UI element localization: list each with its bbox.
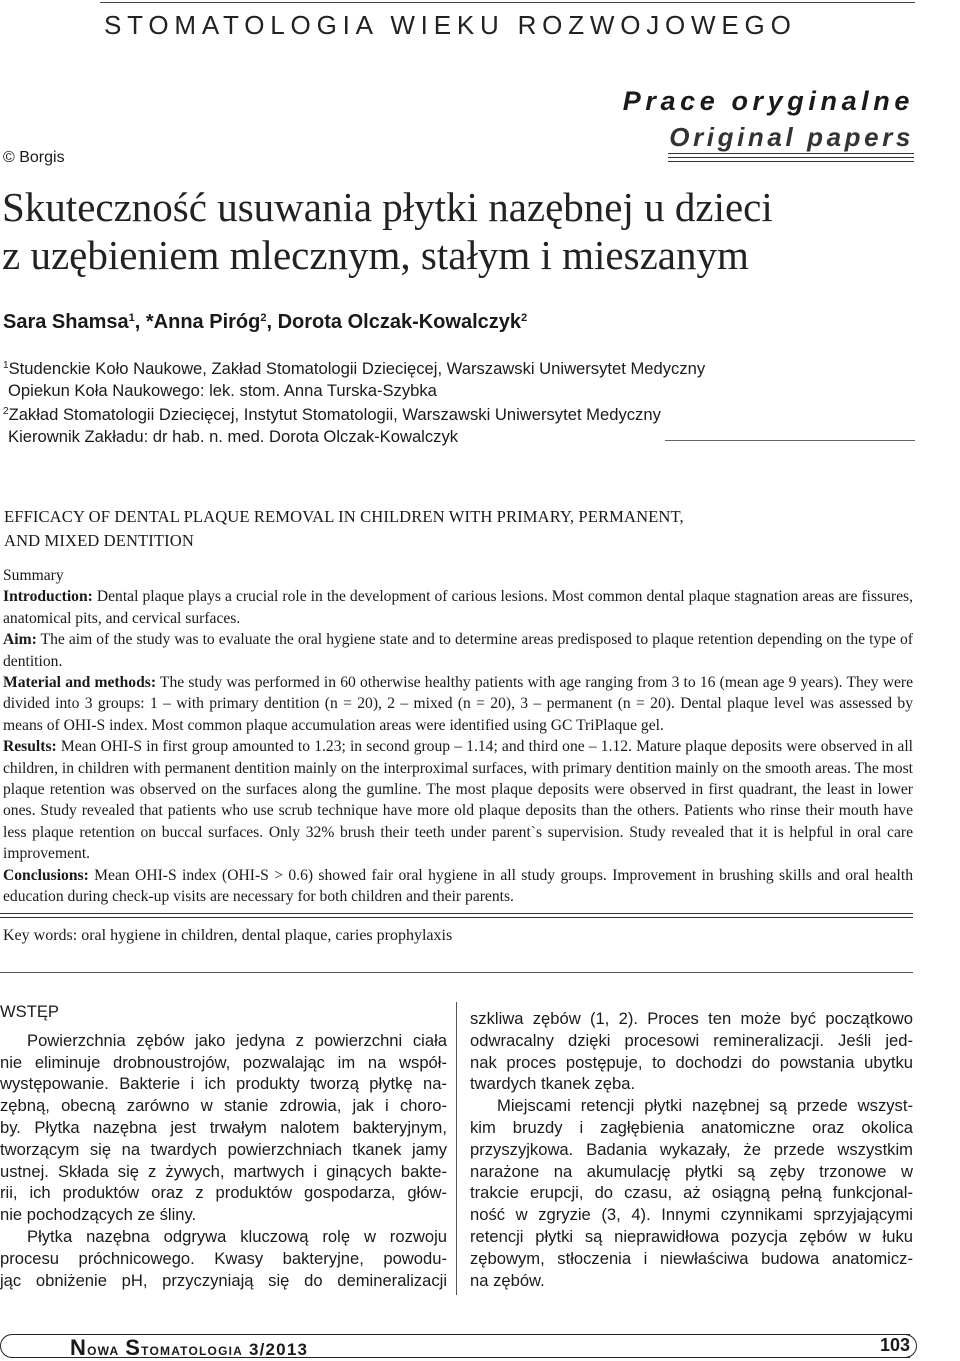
- keywords-rule: [0, 917, 913, 918]
- summary: [3, 565, 913, 908]
- body-text-line: trakcie erupcji, do czasu, aż osiągną pełną funkcjonal-: [470, 1183, 913, 1203]
- body-text-line: nak proces postępuje, to dochodzi do powstania ubytku: [470, 1052, 913, 1072]
- summary-methods: Material and methods: The study was performed in 60 otherwise healthy patients with age ranging from 3 to 16 (mean age 9 years). They were divided into 3 groups: 1 – with primary dentition (n = 20), 2 – mixed (n = 20), 3 – permanent (n = 20). Dental plaque level was assessed by means of OHI-S index. Most common plaque accumulation areas were identified using GC TriPlaque gel.: [3, 674, 913, 734]
- english-title-line: EFFICACY OF DENTAL PLAQUE REMOVAL IN CHILDREN WITH PRIMARY, PERMANENT,: [4, 507, 684, 526]
- author-affiliation-mark: 2: [521, 312, 528, 324]
- right-column-text: [470, 1008, 913, 1291]
- affiliation-line: $^2$Zakład Stomatologii Dziecięcej, Instytut Stomatologii, Warszawski Uniwersytet Medyczny: [3, 405, 661, 425]
- keywords: Key words: oral hygiene in children, dental plaque, caries prophylaxis: [3, 927, 453, 944]
- section-heading: WSTĘP: [0, 1002, 60, 1021]
- author-affiliation-mark: 1: [128, 312, 135, 324]
- english-title: [4, 505, 684, 553]
- body-text-line: Powierzchnia zębów jako jedyna z powierzchni ciała: [27, 1030, 447, 1050]
- body-text-line: Płytka nazębna odgrywa kluczową rolę w rozwoju: [27, 1226, 447, 1246]
- body-text-line: na zębów.: [470, 1270, 545, 1290]
- body-text-line: zębną, obecną zarówno w stanie zdrowia, jak i choro-: [0, 1096, 447, 1116]
- body-right-column: [470, 1008, 913, 1291]
- affiliations: [3, 355, 705, 447]
- section-rule: [668, 153, 914, 154]
- keywords-rule: [0, 913, 913, 914]
- body-text-line: przyszyjkowa. Badania wykazały, że przede wszystkim: [470, 1139, 913, 1159]
- author-name: *Anna Piróg: [145, 311, 261, 333]
- footer-bar: [0, 1334, 63, 1358]
- section-label-pl: Prace oryginalne: [622, 86, 914, 116]
- affiliation-mark: 1: [3, 360, 9, 371]
- author-affiliation-mark: 2: [260, 312, 267, 324]
- body-text-line: ustnej. Składa się z żywych, martwych i ginących bakte-: [0, 1161, 447, 1181]
- affiliation-rule: [665, 440, 915, 441]
- top-rule: [100, 2, 915, 3]
- summary-heading: Summary: [3, 567, 64, 584]
- footer-journal-name: Nowa Stomatologia 3/2013: [70, 1335, 309, 1360]
- body-left-column: [0, 1001, 447, 1291]
- summary-introduction: Introduction: Dental plaque plays a crucial role in the development of carious lesions. Most common dental plaque stagnation areas are fissures, anatomical pits, and cervical surfaces.: [3, 588, 913, 627]
- body-text-line: procesu próchnicowego. Kwasy bakteryjne, powodu-: [0, 1248, 447, 1268]
- body-text-line: szkliwa zębów (1, 2). Proces ten może być początkowo: [470, 1009, 913, 1028]
- body-text-line: tworzącym się na twardych powierzchniach tkanek jamy: [0, 1139, 447, 1159]
- column-divider: [456, 1002, 457, 1295]
- section-label-en: Original papers: [669, 122, 914, 152]
- author-separator: ,: [134, 311, 146, 333]
- summary-aim: Aim: The aim of the study was to evaluate the oral hygiene state and to determine areas predisposed to plaque retention depending on the type of dentition.: [3, 631, 913, 670]
- body-text-line: retencji płytki są nieprawidłowa pozycja zębów w łuku: [470, 1226, 913, 1246]
- body-text-line: narażone na akumulację płytki są zęby trzonowe w: [470, 1161, 913, 1181]
- article-title-line: Skuteczność usuwania płytki nazębnej u dzieci: [2, 184, 773, 230]
- author-name: Dorota Olczak-Kowalczyk: [277, 311, 522, 333]
- body-text-line: by. Płytka nazębna jest trwałym nalotem bakteryjnym,: [0, 1117, 447, 1137]
- body-text-line: kim bruzdy i zagłębienia anatomiczne oraz okolica: [470, 1117, 913, 1137]
- body-text-line: jąc obniżenie pH, przyczyniają się do demineralizacji: [0, 1270, 447, 1290]
- affiliation-mark: 2: [3, 406, 9, 418]
- affiliation-line: $^1$Studenckie Koło Naukowe, Zakład Stomatologii Dziecięcej, Warszawski Uniwersytet Medyczny: [3, 359, 706, 378]
- page-number: 103: [880, 1335, 911, 1355]
- body-text-line: twardych tkanek zęba.: [470, 1074, 636, 1094]
- affiliation-line: Kierownik Zakładu: dr hab. n. med. Dorota Olczak-Kowalczyk: [8, 426, 459, 446]
- affiliation-line: Opiekun Koła Naukowego: lek. stom. Anna Turska-Szybka: [8, 380, 437, 400]
- author-name: Sara Shamsa: [3, 311, 129, 333]
- body-text-line: zębowym, stłoczenia i niewłaściwa budowa anatomicz-: [470, 1248, 913, 1268]
- body-text-line: ność w zgryzie (3, 4). Innymi czynnikami sprzyjającymi: [470, 1205, 913, 1225]
- summary-conclusions: Conclusions: Mean OHI-S index (OHI-S > 0.6) showed fair oral hygiene in all study groups. Improvement in brushing skills and oral health education during check-up visits are necessary for both children and their parents.: [3, 866, 913, 906]
- body-text-line: Miejscami retencji płytki nazębnej są przede wszyst-: [497, 1096, 913, 1116]
- article-title: [2, 183, 773, 279]
- journal-title: STOMATOLOGIA WIEKU ROZWOJOWEGO: [104, 10, 797, 40]
- body-text-line: nie eliminuje drobnoustrojów, pozwalając im na współ-: [0, 1052, 447, 1072]
- keywords-rule: [0, 972, 913, 973]
- body-text-line: odwracalny dzięki procesowi remineralizacji. Jeśli jed-: [470, 1030, 913, 1050]
- body-text-line: występowanie. Bakterie i ich produkty tworzą płytkę na-: [0, 1074, 447, 1094]
- body-text-line: nie pochodzących ze śliny.: [0, 1205, 197, 1225]
- section-rule: [668, 161, 914, 162]
- copyright-notice: © Borgis: [3, 149, 65, 166]
- author-separator: ,: [266, 311, 278, 333]
- left-column-text: [0, 1030, 447, 1292]
- english-title-line: AND MIXED DENTITION: [4, 531, 194, 550]
- section-rule: [668, 157, 914, 158]
- body-text-line: rii, ich produktów oraz z produktów gospodarza, głów-: [0, 1183, 447, 1203]
- author-list: [3, 311, 527, 334]
- article-title-line: z uzębieniem mlecznym, stałym i mieszanym: [2, 232, 749, 278]
- summary-results: Results: Mean OHI-S in first group amounted to 1.23; in second group – 1.14; and third one – 1.12. Mature plaque deposits were observed in all children, in children with permanent dentition mainly on the interproximal surfaces, with primary dentition mainly on the smooth areas. The most plaque retention was observed on the surfaces along the gumline. The most plaque deposits were observed in first quadrant, the least in lower ones. Study revealed that patients who use scrub technique have more old plaque deposits than the others. Patients who rinse their mouth have less plaque retention on buccal surfaces. Only 32% brush their teeth under parent`s supervision. Study revealed that it is helpful in oral care improvement.: [3, 738, 913, 863]
